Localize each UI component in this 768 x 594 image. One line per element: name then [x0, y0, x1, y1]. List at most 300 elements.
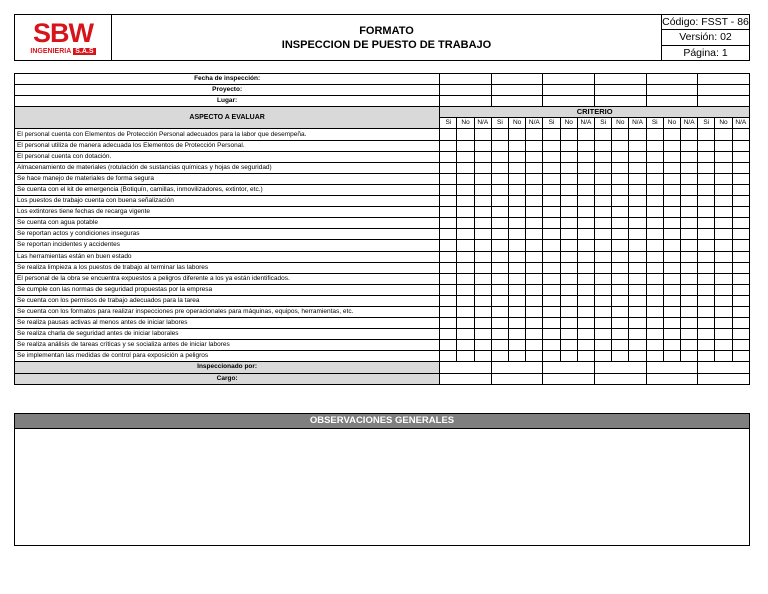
signature-input[interactable] [440, 362, 492, 373]
criteria-checkbox[interactable] [457, 340, 474, 351]
criteria-checkbox[interactable] [732, 273, 749, 284]
criteria-checkbox[interactable] [698, 329, 715, 340]
criteria-checkbox[interactable] [543, 184, 560, 195]
criteria-checkbox[interactable] [577, 273, 594, 284]
field-input[interactable] [698, 74, 750, 85]
criteria-checkbox[interactable] [474, 329, 491, 340]
criteria-checkbox[interactable] [440, 129, 457, 140]
criteria-checkbox[interactable] [560, 273, 577, 284]
criteria-checkbox[interactable] [698, 229, 715, 240]
criteria-checkbox[interactable] [595, 129, 612, 140]
criteria-checkbox[interactable] [491, 251, 508, 262]
criteria-checkbox[interactable] [681, 329, 698, 340]
criteria-checkbox[interactable] [543, 340, 560, 351]
field-input[interactable] [698, 85, 750, 96]
criteria-checkbox[interactable] [595, 295, 612, 306]
criteria-checkbox[interactable] [612, 207, 629, 218]
criteria-checkbox[interactable] [526, 162, 543, 173]
criteria-checkbox[interactable] [732, 262, 749, 273]
criteria-checkbox[interactable] [612, 273, 629, 284]
criteria-checkbox[interactable] [732, 173, 749, 184]
criteria-checkbox[interactable] [663, 140, 680, 151]
criteria-checkbox[interactable] [491, 140, 508, 151]
criteria-checkbox[interactable] [526, 207, 543, 218]
criteria-checkbox[interactable] [698, 318, 715, 329]
criteria-checkbox[interactable] [440, 318, 457, 329]
criteria-checkbox[interactable] [577, 295, 594, 306]
criteria-checkbox[interactable] [440, 151, 457, 162]
criteria-checkbox[interactable] [560, 351, 577, 362]
criteria-checkbox[interactable] [595, 318, 612, 329]
criteria-checkbox[interactable] [491, 162, 508, 173]
criteria-checkbox[interactable] [663, 340, 680, 351]
criteria-checkbox[interactable] [646, 184, 663, 195]
criteria-checkbox[interactable] [440, 306, 457, 317]
criteria-checkbox[interactable] [629, 140, 646, 151]
criteria-checkbox[interactable] [560, 240, 577, 251]
criteria-checkbox[interactable] [612, 284, 629, 295]
criteria-checkbox[interactable] [612, 240, 629, 251]
criteria-checkbox[interactable] [612, 329, 629, 340]
signature-input[interactable] [595, 362, 647, 373]
criteria-checkbox[interactable] [681, 207, 698, 218]
criteria-checkbox[interactable] [595, 340, 612, 351]
criteria-checkbox[interactable] [491, 262, 508, 273]
criteria-checkbox[interactable] [732, 251, 749, 262]
criteria-checkbox[interactable] [732, 229, 749, 240]
criteria-checkbox[interactable] [457, 229, 474, 240]
criteria-checkbox[interactable] [509, 207, 526, 218]
criteria-checkbox[interactable] [681, 295, 698, 306]
criteria-checkbox[interactable] [440, 340, 457, 351]
criteria-checkbox[interactable] [646, 229, 663, 240]
criteria-checkbox[interactable] [509, 151, 526, 162]
criteria-checkbox[interactable] [491, 229, 508, 240]
criteria-checkbox[interactable] [474, 240, 491, 251]
criteria-checkbox[interactable] [474, 351, 491, 362]
criteria-checkbox[interactable] [681, 318, 698, 329]
criteria-checkbox[interactable] [526, 240, 543, 251]
criteria-checkbox[interactable] [629, 207, 646, 218]
criteria-checkbox[interactable] [509, 140, 526, 151]
criteria-checkbox[interactable] [663, 262, 680, 273]
criteria-checkbox[interactable] [491, 184, 508, 195]
criteria-checkbox[interactable] [543, 240, 560, 251]
criteria-checkbox[interactable] [491, 340, 508, 351]
criteria-checkbox[interactable] [629, 251, 646, 262]
criteria-checkbox[interactable] [715, 273, 732, 284]
criteria-checkbox[interactable] [715, 129, 732, 140]
criteria-checkbox[interactable] [526, 140, 543, 151]
criteria-checkbox[interactable] [577, 218, 594, 229]
criteria-checkbox[interactable] [543, 351, 560, 362]
criteria-checkbox[interactable] [526, 351, 543, 362]
field-input[interactable] [595, 74, 647, 85]
criteria-checkbox[interactable] [543, 295, 560, 306]
criteria-checkbox[interactable] [543, 196, 560, 207]
criteria-checkbox[interactable] [595, 351, 612, 362]
criteria-checkbox[interactable] [629, 184, 646, 195]
criteria-checkbox[interactable] [457, 184, 474, 195]
criteria-checkbox[interactable] [526, 340, 543, 351]
criteria-checkbox[interactable] [698, 273, 715, 284]
criteria-checkbox[interactable] [646, 306, 663, 317]
criteria-checkbox[interactable] [663, 129, 680, 140]
criteria-checkbox[interactable] [663, 318, 680, 329]
field-input[interactable] [491, 85, 543, 96]
criteria-checkbox[interactable] [577, 340, 594, 351]
criteria-checkbox[interactable] [612, 162, 629, 173]
criteria-checkbox[interactable] [560, 207, 577, 218]
criteria-checkbox[interactable] [509, 284, 526, 295]
criteria-checkbox[interactable] [612, 184, 629, 195]
field-input[interactable] [595, 96, 647, 107]
criteria-checkbox[interactable] [509, 162, 526, 173]
criteria-checkbox[interactable] [715, 207, 732, 218]
criteria-checkbox[interactable] [509, 351, 526, 362]
criteria-checkbox[interactable] [577, 196, 594, 207]
criteria-checkbox[interactable] [715, 162, 732, 173]
criteria-checkbox[interactable] [577, 129, 594, 140]
criteria-checkbox[interactable] [663, 273, 680, 284]
criteria-checkbox[interactable] [663, 284, 680, 295]
criteria-checkbox[interactable] [732, 295, 749, 306]
criteria-checkbox[interactable] [440, 162, 457, 173]
criteria-checkbox[interactable] [595, 173, 612, 184]
criteria-checkbox[interactable] [715, 229, 732, 240]
criteria-checkbox[interactable] [681, 129, 698, 140]
criteria-checkbox[interactable] [543, 173, 560, 184]
criteria-checkbox[interactable] [543, 229, 560, 240]
criteria-checkbox[interactable] [509, 173, 526, 184]
criteria-checkbox[interactable] [663, 218, 680, 229]
criteria-checkbox[interactable] [509, 329, 526, 340]
criteria-checkbox[interactable] [543, 318, 560, 329]
criteria-checkbox[interactable] [491, 329, 508, 340]
criteria-checkbox[interactable] [595, 329, 612, 340]
criteria-checkbox[interactable] [646, 173, 663, 184]
criteria-checkbox[interactable] [577, 173, 594, 184]
criteria-checkbox[interactable] [732, 329, 749, 340]
criteria-checkbox[interactable] [577, 151, 594, 162]
criteria-checkbox[interactable] [612, 251, 629, 262]
criteria-checkbox[interactable] [577, 207, 594, 218]
criteria-checkbox[interactable] [560, 196, 577, 207]
criteria-checkbox[interactable] [457, 329, 474, 340]
criteria-checkbox[interactable] [595, 218, 612, 229]
criteria-checkbox[interactable] [681, 218, 698, 229]
field-input[interactable] [646, 74, 698, 85]
criteria-checkbox[interactable] [491, 240, 508, 251]
criteria-checkbox[interactable] [612, 151, 629, 162]
criteria-checkbox[interactable] [440, 140, 457, 151]
criteria-checkbox[interactable] [629, 318, 646, 329]
criteria-checkbox[interactable] [732, 318, 749, 329]
criteria-checkbox[interactable] [698, 129, 715, 140]
criteria-checkbox[interactable] [681, 151, 698, 162]
criteria-checkbox[interactable] [491, 306, 508, 317]
criteria-checkbox[interactable] [509, 184, 526, 195]
criteria-checkbox[interactable] [715, 218, 732, 229]
criteria-checkbox[interactable] [698, 351, 715, 362]
criteria-checkbox[interactable] [526, 306, 543, 317]
criteria-checkbox[interactable] [698, 295, 715, 306]
field-input[interactable] [698, 96, 750, 107]
criteria-checkbox[interactable] [577, 318, 594, 329]
criteria-checkbox[interactable] [457, 196, 474, 207]
criteria-checkbox[interactable] [509, 318, 526, 329]
criteria-checkbox[interactable] [457, 351, 474, 362]
criteria-checkbox[interactable] [457, 129, 474, 140]
criteria-checkbox[interactable] [663, 184, 680, 195]
criteria-checkbox[interactable] [577, 306, 594, 317]
criteria-checkbox[interactable] [698, 140, 715, 151]
field-input[interactable] [646, 85, 698, 96]
criteria-checkbox[interactable] [509, 273, 526, 284]
field-input[interactable] [543, 74, 595, 85]
criteria-checkbox[interactable] [560, 295, 577, 306]
criteria-checkbox[interactable] [543, 129, 560, 140]
criteria-checkbox[interactable] [474, 284, 491, 295]
signature-input[interactable] [440, 373, 492, 384]
criteria-checkbox[interactable] [474, 318, 491, 329]
criteria-checkbox[interactable] [629, 173, 646, 184]
criteria-checkbox[interactable] [543, 306, 560, 317]
criteria-checkbox[interactable] [440, 262, 457, 273]
criteria-checkbox[interactable] [543, 218, 560, 229]
criteria-checkbox[interactable] [595, 240, 612, 251]
criteria-checkbox[interactable] [663, 162, 680, 173]
criteria-checkbox[interactable] [646, 151, 663, 162]
criteria-checkbox[interactable] [543, 262, 560, 273]
criteria-checkbox[interactable] [681, 240, 698, 251]
criteria-checkbox[interactable] [646, 340, 663, 351]
criteria-checkbox[interactable] [474, 207, 491, 218]
criteria-checkbox[interactable] [509, 251, 526, 262]
criteria-checkbox[interactable] [577, 140, 594, 151]
field-input[interactable] [440, 74, 492, 85]
criteria-checkbox[interactable] [698, 173, 715, 184]
field-input[interactable] [491, 74, 543, 85]
criteria-checkbox[interactable] [715, 262, 732, 273]
criteria-checkbox[interactable] [474, 162, 491, 173]
criteria-checkbox[interactable] [509, 240, 526, 251]
criteria-checkbox[interactable] [663, 251, 680, 262]
criteria-checkbox[interactable] [595, 229, 612, 240]
criteria-checkbox[interactable] [612, 318, 629, 329]
criteria-checkbox[interactable] [491, 295, 508, 306]
criteria-checkbox[interactable] [663, 240, 680, 251]
criteria-checkbox[interactable] [681, 229, 698, 240]
criteria-checkbox[interactable] [474, 262, 491, 273]
criteria-checkbox[interactable] [715, 151, 732, 162]
criteria-checkbox[interactable] [474, 196, 491, 207]
criteria-checkbox[interactable] [732, 306, 749, 317]
criteria-checkbox[interactable] [474, 140, 491, 151]
criteria-checkbox[interactable] [732, 284, 749, 295]
criteria-checkbox[interactable] [577, 251, 594, 262]
criteria-checkbox[interactable] [646, 140, 663, 151]
criteria-checkbox[interactable] [543, 207, 560, 218]
criteria-checkbox[interactable] [663, 329, 680, 340]
criteria-checkbox[interactable] [526, 318, 543, 329]
criteria-checkbox[interactable] [681, 306, 698, 317]
criteria-checkbox[interactable] [732, 184, 749, 195]
criteria-checkbox[interactable] [560, 151, 577, 162]
criteria-checkbox[interactable] [491, 273, 508, 284]
criteria-checkbox[interactable] [509, 295, 526, 306]
signature-input[interactable] [595, 373, 647, 384]
criteria-checkbox[interactable] [509, 129, 526, 140]
criteria-checkbox[interactable] [681, 184, 698, 195]
criteria-checkbox[interactable] [629, 240, 646, 251]
field-input[interactable] [595, 85, 647, 96]
criteria-checkbox[interactable] [526, 196, 543, 207]
criteria-checkbox[interactable] [457, 318, 474, 329]
criteria-checkbox[interactable] [560, 284, 577, 295]
signature-input[interactable] [491, 362, 543, 373]
criteria-checkbox[interactable] [491, 218, 508, 229]
criteria-checkbox[interactable] [629, 306, 646, 317]
criteria-checkbox[interactable] [663, 173, 680, 184]
criteria-checkbox[interactable] [732, 162, 749, 173]
criteria-checkbox[interactable] [543, 273, 560, 284]
criteria-checkbox[interactable] [491, 318, 508, 329]
criteria-checkbox[interactable] [681, 262, 698, 273]
criteria-checkbox[interactable] [457, 240, 474, 251]
criteria-checkbox[interactable] [715, 295, 732, 306]
criteria-checkbox[interactable] [491, 284, 508, 295]
criteria-checkbox[interactable] [612, 351, 629, 362]
criteria-checkbox[interactable] [509, 229, 526, 240]
signature-input[interactable] [646, 362, 698, 373]
criteria-checkbox[interactable] [595, 162, 612, 173]
criteria-checkbox[interactable] [595, 151, 612, 162]
criteria-checkbox[interactable] [612, 140, 629, 151]
criteria-checkbox[interactable] [612, 173, 629, 184]
criteria-checkbox[interactable] [543, 251, 560, 262]
criteria-checkbox[interactable] [681, 273, 698, 284]
criteria-checkbox[interactable] [560, 229, 577, 240]
criteria-checkbox[interactable] [526, 218, 543, 229]
criteria-checkbox[interactable] [646, 329, 663, 340]
criteria-checkbox[interactable] [526, 262, 543, 273]
criteria-checkbox[interactable] [543, 162, 560, 173]
criteria-checkbox[interactable] [612, 129, 629, 140]
criteria-checkbox[interactable] [715, 351, 732, 362]
criteria-checkbox[interactable] [577, 262, 594, 273]
criteria-checkbox[interactable] [440, 295, 457, 306]
criteria-checkbox[interactable] [440, 173, 457, 184]
criteria-checkbox[interactable] [698, 340, 715, 351]
criteria-checkbox[interactable] [629, 229, 646, 240]
criteria-checkbox[interactable] [577, 162, 594, 173]
field-input[interactable] [543, 85, 595, 96]
criteria-checkbox[interactable] [732, 351, 749, 362]
criteria-checkbox[interactable] [474, 173, 491, 184]
criteria-checkbox[interactable] [646, 273, 663, 284]
criteria-checkbox[interactable] [474, 184, 491, 195]
criteria-checkbox[interactable] [560, 306, 577, 317]
criteria-checkbox[interactable] [732, 140, 749, 151]
criteria-checkbox[interactable] [491, 351, 508, 362]
criteria-checkbox[interactable] [715, 329, 732, 340]
criteria-checkbox[interactable] [543, 329, 560, 340]
criteria-checkbox[interactable] [663, 151, 680, 162]
criteria-checkbox[interactable] [440, 240, 457, 251]
criteria-checkbox[interactable] [698, 151, 715, 162]
criteria-checkbox[interactable] [646, 240, 663, 251]
criteria-checkbox[interactable] [560, 251, 577, 262]
criteria-checkbox[interactable] [681, 284, 698, 295]
criteria-checkbox[interactable] [715, 340, 732, 351]
criteria-checkbox[interactable] [681, 162, 698, 173]
criteria-checkbox[interactable] [663, 207, 680, 218]
criteria-checkbox[interactable] [440, 184, 457, 195]
criteria-checkbox[interactable] [509, 306, 526, 317]
criteria-checkbox[interactable] [681, 140, 698, 151]
criteria-checkbox[interactable] [577, 240, 594, 251]
criteria-checkbox[interactable] [440, 273, 457, 284]
signature-input[interactable] [698, 373, 750, 384]
criteria-checkbox[interactable] [663, 306, 680, 317]
criteria-checkbox[interactable] [577, 284, 594, 295]
criteria-checkbox[interactable] [457, 273, 474, 284]
criteria-checkbox[interactable] [560, 129, 577, 140]
criteria-checkbox[interactable] [595, 284, 612, 295]
criteria-checkbox[interactable] [663, 196, 680, 207]
criteria-checkbox[interactable] [698, 196, 715, 207]
criteria-checkbox[interactable] [440, 351, 457, 362]
criteria-checkbox[interactable] [440, 229, 457, 240]
criteria-checkbox[interactable] [629, 273, 646, 284]
criteria-checkbox[interactable] [595, 184, 612, 195]
criteria-checkbox[interactable] [595, 306, 612, 317]
criteria-checkbox[interactable] [646, 251, 663, 262]
criteria-checkbox[interactable] [457, 207, 474, 218]
criteria-checkbox[interactable] [715, 173, 732, 184]
criteria-checkbox[interactable] [698, 306, 715, 317]
criteria-checkbox[interactable] [629, 295, 646, 306]
criteria-checkbox[interactable] [681, 340, 698, 351]
criteria-checkbox[interactable] [646, 162, 663, 173]
criteria-checkbox[interactable] [646, 196, 663, 207]
criteria-checkbox[interactable] [457, 151, 474, 162]
criteria-checkbox[interactable] [440, 329, 457, 340]
criteria-checkbox[interactable] [474, 218, 491, 229]
criteria-checkbox[interactable] [715, 196, 732, 207]
criteria-checkbox[interactable] [491, 196, 508, 207]
criteria-checkbox[interactable] [732, 240, 749, 251]
criteria-checkbox[interactable] [612, 262, 629, 273]
criteria-checkbox[interactable] [629, 129, 646, 140]
criteria-checkbox[interactable] [629, 262, 646, 273]
criteria-checkbox[interactable] [457, 173, 474, 184]
criteria-checkbox[interactable] [681, 251, 698, 262]
criteria-checkbox[interactable] [560, 218, 577, 229]
criteria-checkbox[interactable] [440, 284, 457, 295]
criteria-checkbox[interactable] [440, 251, 457, 262]
criteria-checkbox[interactable] [698, 284, 715, 295]
criteria-checkbox[interactable] [663, 229, 680, 240]
criteria-checkbox[interactable] [646, 129, 663, 140]
criteria-checkbox[interactable] [612, 340, 629, 351]
observations-area[interactable] [15, 429, 749, 547]
criteria-checkbox[interactable] [543, 284, 560, 295]
criteria-checkbox[interactable] [491, 207, 508, 218]
criteria-checkbox[interactable] [646, 262, 663, 273]
criteria-checkbox[interactable] [560, 329, 577, 340]
